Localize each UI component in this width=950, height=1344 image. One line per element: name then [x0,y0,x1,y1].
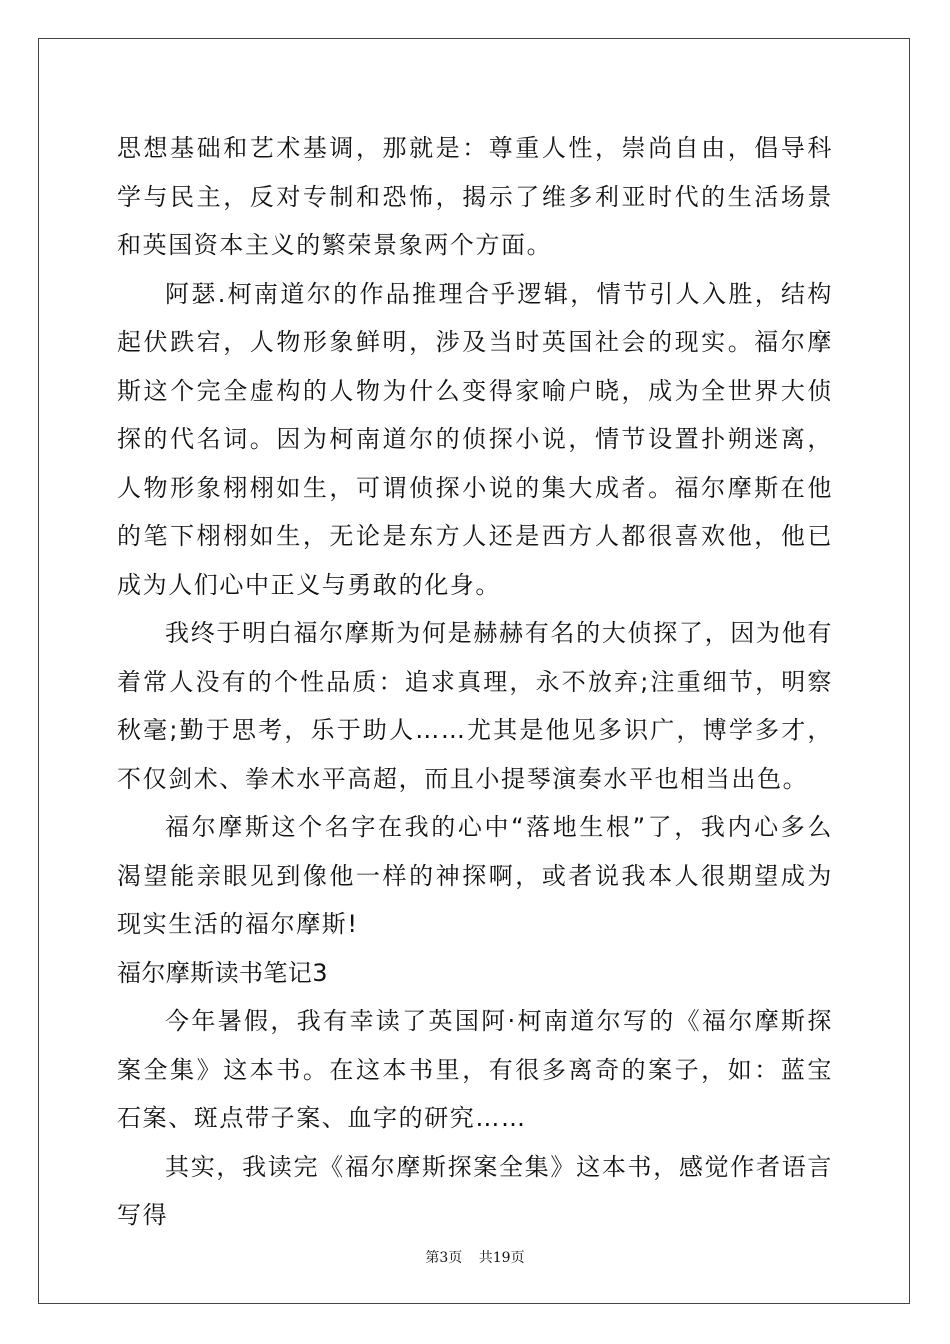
paragraph-2: 阿瑟.柯南道尔的作品推理合乎逻辑，情节引人入胜，结构起伏跌宕，人物形象鲜明，涉及当时英国社会的现实。福尔摩斯这个完全虚构的人物为什么变得家喻户晓，成为全世界大侦探的代名词。因为柯南道尔的侦探小说，情节设置扑朔迷离，人物形象栩栩如生，可谓侦探小说的集大成者。福尔摩斯在他的笔下栩栩如生，无论是东方人还是西方人都很喜欢他，他已成为人们心中正义与勇敢的化身。 [117,279,833,599]
section-heading: 福尔摩斯读书笔记3 [117,958,328,987]
paragraph-6: 其实，我读完《福尔摩斯探案全集》这本书，感觉作者语言写得 [117,1152,833,1229]
paragraph-1: 思想基础和艺术基调，那就是：尊重人性，崇尚自由，倡导科学与民主，反对专制和恐怖，揭示了维多利亚时代的生活场景和英国资本主义的繁荣景象两个方面。 [117,134,833,259]
paragraph-4: 福尔摩斯这个名字在我的心中“落地生根”了，我内心多么渴望能亲眼见到像他一样的神探啊，或者说我本人很期望成为现实生活的福尔摩斯! [117,813,833,938]
paragraph-5: 今年暑假，我有幸读了英国阿·柯南道尔写的《福尔摩斯探案全集》这本书。在这本书里，有很多离奇的案子，如：蓝宝石案、斑点带子案、血字的研究…… [117,1007,833,1132]
document-body [117,124,833,1240]
page-total: 共19页 [478,1250,525,1266]
page-footer [0,1247,950,1267]
page-number: 第3页 [425,1250,463,1266]
paragraph-3: 我终于明白福尔摩斯为何是赫赫有名的大侦探了，因为他有着常人没有的个性品质：追求真理，永不放弃;注重细节，明察秋毫;勤于思考，乐于助人……尤其是他见多识广，博学多才，不仅剑术、拳术水平高超，而且小提琴演奏水平也相当出色。 [117,619,833,793]
